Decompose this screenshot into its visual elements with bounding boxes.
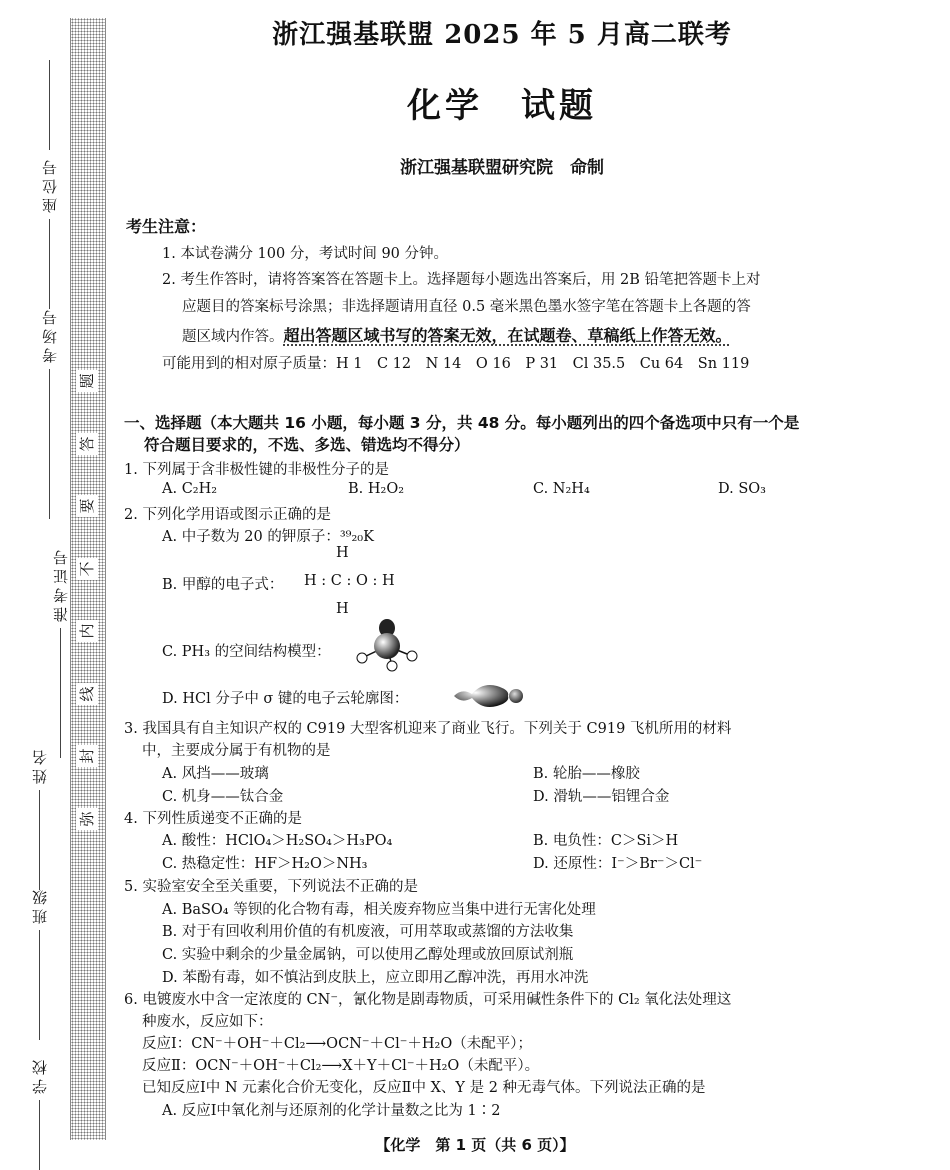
q3-option-c: C. 机身——钛合金 [162,789,284,805]
q4-option-b: B. 电负性：C＞Si＞H [533,833,679,849]
section-1-heading-line-2: 符合题目要求的，不选、多选、错选均不得分） [144,436,470,454]
notice-heading: 考生注意： [126,217,207,236]
q1-stem: 1. 下列属于含非极性键的非极性分子的是 [124,462,389,478]
q4-option-d: D. 还原性：I⁻＞Br⁻＞Cl⁻ [533,856,703,872]
notice-item-2-line-2: 应题目的答案标号涂黑；非选择题请用直径 0.5 毫米黑色墨水签字笔在答题卡上各题的答 [182,299,751,315]
hcl-sigma-orbital-icon [452,680,527,712]
atomic-mass-line: 可能用到的相对原子质量：H 1 C 12 N 14 O 16 P 31 Cl 35.5 Cu 64 Sn 119 [162,356,750,372]
ph3-model-icon [352,616,422,672]
ed-middle: H : C : O : H [304,573,395,589]
q5-option-d: D. 苯酚有毒，如不慎沾到皮肤上，应立即用乙醇冲洗，再用水冲洗 [162,970,589,986]
q3-stem-line-1: 3. 我国具有自主知识产权的 C919 大型客机迎来了商业飞行。下列关于 C919 飞机所用的材料 [124,721,732,737]
q3-option-a: A. 风挡——玻璃 [162,766,269,782]
notice-item-2-line-3 [182,324,732,349]
methanol-electron-formula [300,545,430,617]
q1-option-a: A. C₂H₂ [162,481,218,497]
maker-line: 浙江强基联盟研究院 命制 [400,158,604,178]
q1-option-c: C. N₂H₄ [533,481,590,497]
q2-option-a: A. 中子数为 20 的钾原子：³⁹₂₀K [162,529,374,545]
name-field[interactable]: 姓名 [18,740,60,890]
school-field[interactable]: 学校 [18,1050,60,1170]
strip-char: 内 [76,620,98,642]
q5-option-c: C. 实验中剩余的少量金属钠，可以使用乙醇处理或放回原试剂瓶 [162,947,574,963]
page-footer: 【化学 第 1 页（共 6 页）】 [375,1136,575,1154]
strip-char: 封 [76,745,98,767]
strip-char: 题 [76,370,98,392]
q5-option-b: B. 对于有回收利用价值的有机废液，可用萃取或蒸馏的方法收集 [162,924,574,940]
q6-reaction-1: 反应Ⅰ：CN⁻＋OH⁻＋Cl₂⟶OCN⁻＋Cl⁻＋H₂O（未配平）； [142,1036,532,1052]
q2-option-c: C. PH₃ 的空间结构模型： [162,644,331,660]
q3-option-b: B. 轮胎——橡胶 [533,766,640,782]
binding-margin [0,0,110,1166]
q3-stem-line-2: 中，主要成分属于有机物的是 [142,743,331,759]
notice-warning-bold: 超出答题区域书写的答案无效，在试题卷、草稿纸上作答无效。 [283,326,732,345]
notice-item-2-line-1: 2. 考生作答时，请将答案答在答题卡上。选择题每小题选出答案后，用 2B 铅笔把答题卡上对 [162,272,761,288]
subject-title: 化学 试题 [407,86,597,126]
q1-option-b: B. H₂O₂ [348,481,405,497]
q2-option-b-label: B. 甲醇的电子式： [162,577,284,593]
section-1-heading-line-1: 一、选择题（本大题共 16 小题，每小题 3 分，共 48 分。每小题列出的四个备选项中只有一个是 [124,414,800,432]
q5-stem: 5. 实验室安全至关重要，下列说法不正确的是 [124,879,418,895]
strip-char: 答 [76,433,98,455]
strip-char: 弥 [76,808,98,830]
class-field[interactable]: 班级 [18,880,60,1040]
q4-option-c: C. 热稳定性：HF＞H₂O＞NH₃ [162,856,368,872]
q4-stem: 4. 下列性质递变不正确的是 [124,811,302,827]
q2-stem: 2. 下列化学用语或图示正确的是 [124,507,331,523]
notice-item-1: 1. 本试卷满分 100 分，考试时间 90 分钟。 [162,246,449,262]
q5-option-a: A. BaSO₄ 等钡的化合物有毒，相关废弃物应当集中进行无害化处理 [162,902,596,918]
strip-char: 线 [76,683,98,705]
q6-stem-line-1: 6. 电镀废水中含一定浓度的 CN⁻，氰化物是剧毒物质，可采用碱性条件下的 Cl₂ 氧化法处理这 [124,992,732,1008]
q3-option-d: D. 滑轨——铝锂合金 [533,789,670,805]
exam-title: 浙江强基联盟 2025 年 5 月高二联考 [272,20,732,50]
ed-bottom-h: H [336,601,349,617]
q2-option-d: D. HCl 分子中 σ 键的电子云轮廓图： [162,691,409,707]
q6-stem-line-2: 种废水，反应如下： [142,1014,273,1030]
q6-reaction-2: 反应Ⅱ：OCN⁻＋OH⁻＋Cl₂⟶X＋Y＋Cl⁻＋H₂O（未配平）。 [142,1058,540,1074]
exam-room-field[interactable]: 考场号 [18,300,81,519]
notice-item-2-line-3-a: 题区域内作答。 [182,329,284,345]
q6-option-a: A. 反应Ⅰ中氧化剂与还原剂的化学计量数之比为 1∶2 [162,1103,501,1119]
seat-number-field[interactable]: 座位号 [18,60,81,309]
ed-top-h: H [336,545,349,561]
strip-char: 不 [76,558,98,580]
admission-number-field[interactable]: 准考证号 [18,540,102,758]
strip-char: 要 [76,495,98,517]
section-1-heading [124,412,884,456]
q4-option-a: A. 酸性：HClO₄＞H₂SO₄＞H₃PO₄ [162,833,393,849]
q1-option-d: D. SO₃ [718,481,766,497]
q6-stem-line-3: 已知反应Ⅰ中 N 元素化合价无变化，反应Ⅱ中 X、Y 是 2 种无毒气体。下列说法正确的是 [142,1080,706,1096]
